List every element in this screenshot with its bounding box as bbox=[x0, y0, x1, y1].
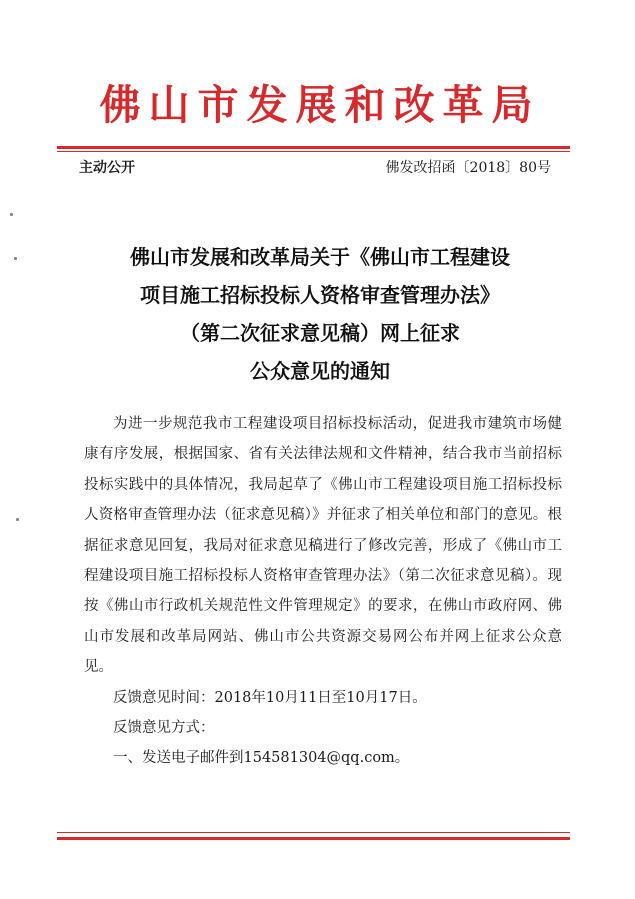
scan-speck bbox=[10, 213, 13, 216]
title-line: （第二次征求意见稿）网上征求 bbox=[180, 321, 460, 345]
header-rule-thin bbox=[57, 151, 570, 152]
title-line: 佛山市发展和改革局关于《佛山市工程建设 bbox=[130, 245, 510, 269]
body-paragraph: 为进一步规范我市工程建设项目招标投标活动，促进我市建筑市场健康有序发展，根据国家、省有关法律法规和文件精神，结合我市当前招标投标实践中的具体情况，我局起草了《佛山市工程建设项目施工招标投标人资格审查管理办法（征求意见稿）》并征求了相关单位和部门的意见。根据征求意见回复，我局对征求意见稿进行了修改完善，形成了《佛山市工程建设项目施工招标投标人资格审查管理办法》（第二次征求意见稿）。现按《佛山市行政机关规范性文件管理规定》的要求，在佛山市政府网、佛山市发展和改革局网站、佛山市公共资源交易网公布并网上征求公众意见。 bbox=[84, 416, 562, 676]
document-body bbox=[84, 409, 562, 774]
org-header-title: 佛山市发展和改革局 bbox=[99, 81, 541, 129]
feedback-time: 反馈意见时间：2018年10月11日至10月17日。 bbox=[113, 689, 427, 706]
feedback-method-email: 一、发送电子邮件到154581304@qq.com。 bbox=[113, 750, 410, 767]
document-number: 佛发改招函〔2018〕80号 bbox=[385, 160, 551, 176]
feedback-method-heading: 反馈意见方式： bbox=[113, 720, 215, 737]
scan-speck bbox=[16, 518, 19, 521]
scan-speck bbox=[14, 257, 17, 260]
footer-rule-thin bbox=[57, 832, 570, 833]
title-line: 公众意见的通知 bbox=[250, 359, 390, 383]
title-line: 项目施工招标投标人资格审查管理办法》 bbox=[140, 283, 500, 307]
disclosure-label: 主动公开 bbox=[79, 160, 135, 176]
document-title bbox=[60, 238, 580, 390]
footer-rule-thick bbox=[57, 837, 570, 840]
header-rule-thick bbox=[57, 146, 570, 149]
